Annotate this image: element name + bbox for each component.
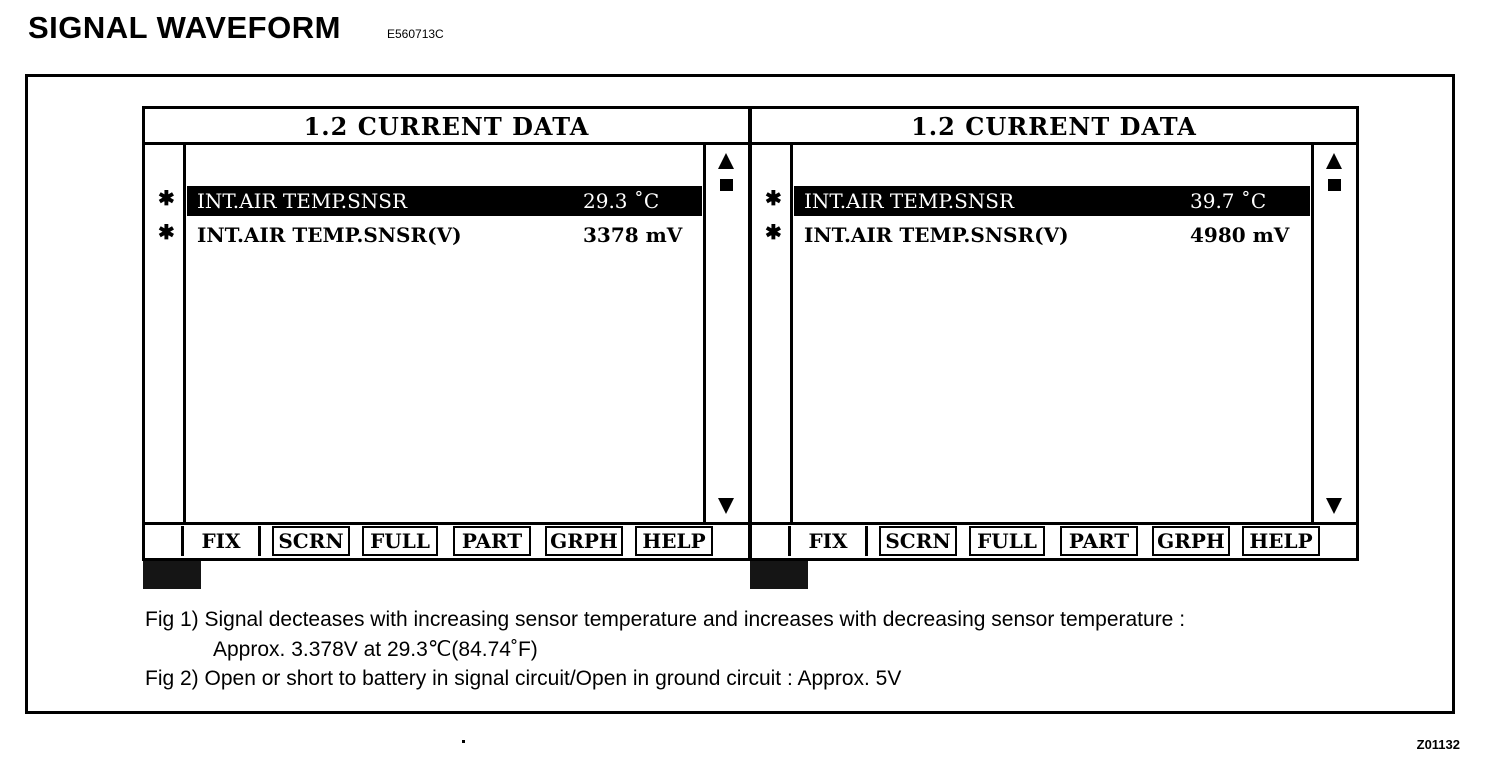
page-title: SIGNAL WAVEFORM	[28, 10, 341, 45]
data-row-selected[interactable]	[794, 186, 1310, 216]
scrollbar[interactable]	[1311, 145, 1356, 522]
scan-tool-screen-left	[142, 106, 751, 561]
grph-button[interactable]: GRPH	[1152, 526, 1230, 556]
full-button[interactable]: FULL	[969, 526, 1045, 556]
data-row[interactable]	[794, 220, 1310, 250]
row-label: INT.AIR TEMP.SNSR	[197, 189, 408, 213]
caption-fig2: Fig 2) Open or short to battery in signal circuit/Open in ground circuit : Approx. 5V	[145, 667, 902, 690]
triangle-down-icon[interactable]	[718, 498, 734, 514]
row-value: 39.7 ˚C	[1190, 189, 1267, 213]
marker-gutter	[752, 145, 793, 522]
caption-fig1-detail: Approx. 3.378V at 29.3℃(84.74˚F)	[213, 638, 538, 661]
row-label: INT.AIR TEMP.SNSR(V)	[197, 223, 462, 247]
stray-dot	[462, 740, 465, 743]
asterisk-icon: ✱	[765, 186, 782, 210]
part-button[interactable]: PART	[1060, 526, 1138, 556]
part-button[interactable]: PART	[453, 526, 531, 556]
scroll-thumb[interactable]	[1328, 179, 1341, 191]
fix-button[interactable]: FIX	[181, 526, 261, 556]
scrn-button[interactable]: SCRN	[879, 526, 957, 556]
status-block	[143, 561, 201, 589]
row-value: 4980 mV	[1190, 223, 1290, 247]
asterisk-icon: ✱	[765, 220, 782, 244]
scrollbar[interactable]	[703, 145, 748, 522]
marker-gutter	[145, 145, 186, 522]
screen-header: 1.2 CURRENT DATA	[145, 109, 748, 145]
full-button[interactable]: FULL	[362, 526, 438, 556]
scan-tool-screen-right	[749, 106, 1359, 561]
function-key-bar	[145, 522, 748, 558]
caption-fig1: Fig 1) Signal decteases with increasing sensor temperature and increases with decreasing sensor temperature :	[145, 608, 1186, 631]
scrn-button[interactable]: SCRN	[272, 526, 350, 556]
triangle-up-icon[interactable]	[1326, 153, 1342, 169]
row-value: 3378 mV	[583, 223, 683, 247]
figure-code: Z01132	[1416, 737, 1460, 752]
help-button[interactable]: HELP	[635, 526, 713, 556]
data-row[interactable]	[187, 220, 702, 250]
scroll-thumb[interactable]	[720, 179, 733, 191]
document-code: E560713C	[387, 27, 444, 41]
row-value: 29.3 ˚C	[583, 189, 660, 213]
help-button[interactable]: HELP	[1242, 526, 1320, 556]
function-key-bar	[752, 522, 1356, 558]
fix-button[interactable]: FIX	[788, 526, 868, 556]
grph-button[interactable]: GRPH	[545, 526, 623, 556]
triangle-up-icon[interactable]	[718, 153, 734, 169]
row-label: INT.AIR TEMP.SNSR	[804, 189, 1015, 213]
asterisk-icon: ✱	[158, 220, 175, 244]
triangle-down-icon[interactable]	[1326, 498, 1342, 514]
status-block	[750, 561, 808, 589]
data-row-selected[interactable]	[187, 186, 702, 216]
screen-header: 1.2 CURRENT DATA	[752, 109, 1356, 145]
asterisk-icon: ✱	[158, 186, 175, 210]
row-label: INT.AIR TEMP.SNSR(V)	[804, 223, 1069, 247]
